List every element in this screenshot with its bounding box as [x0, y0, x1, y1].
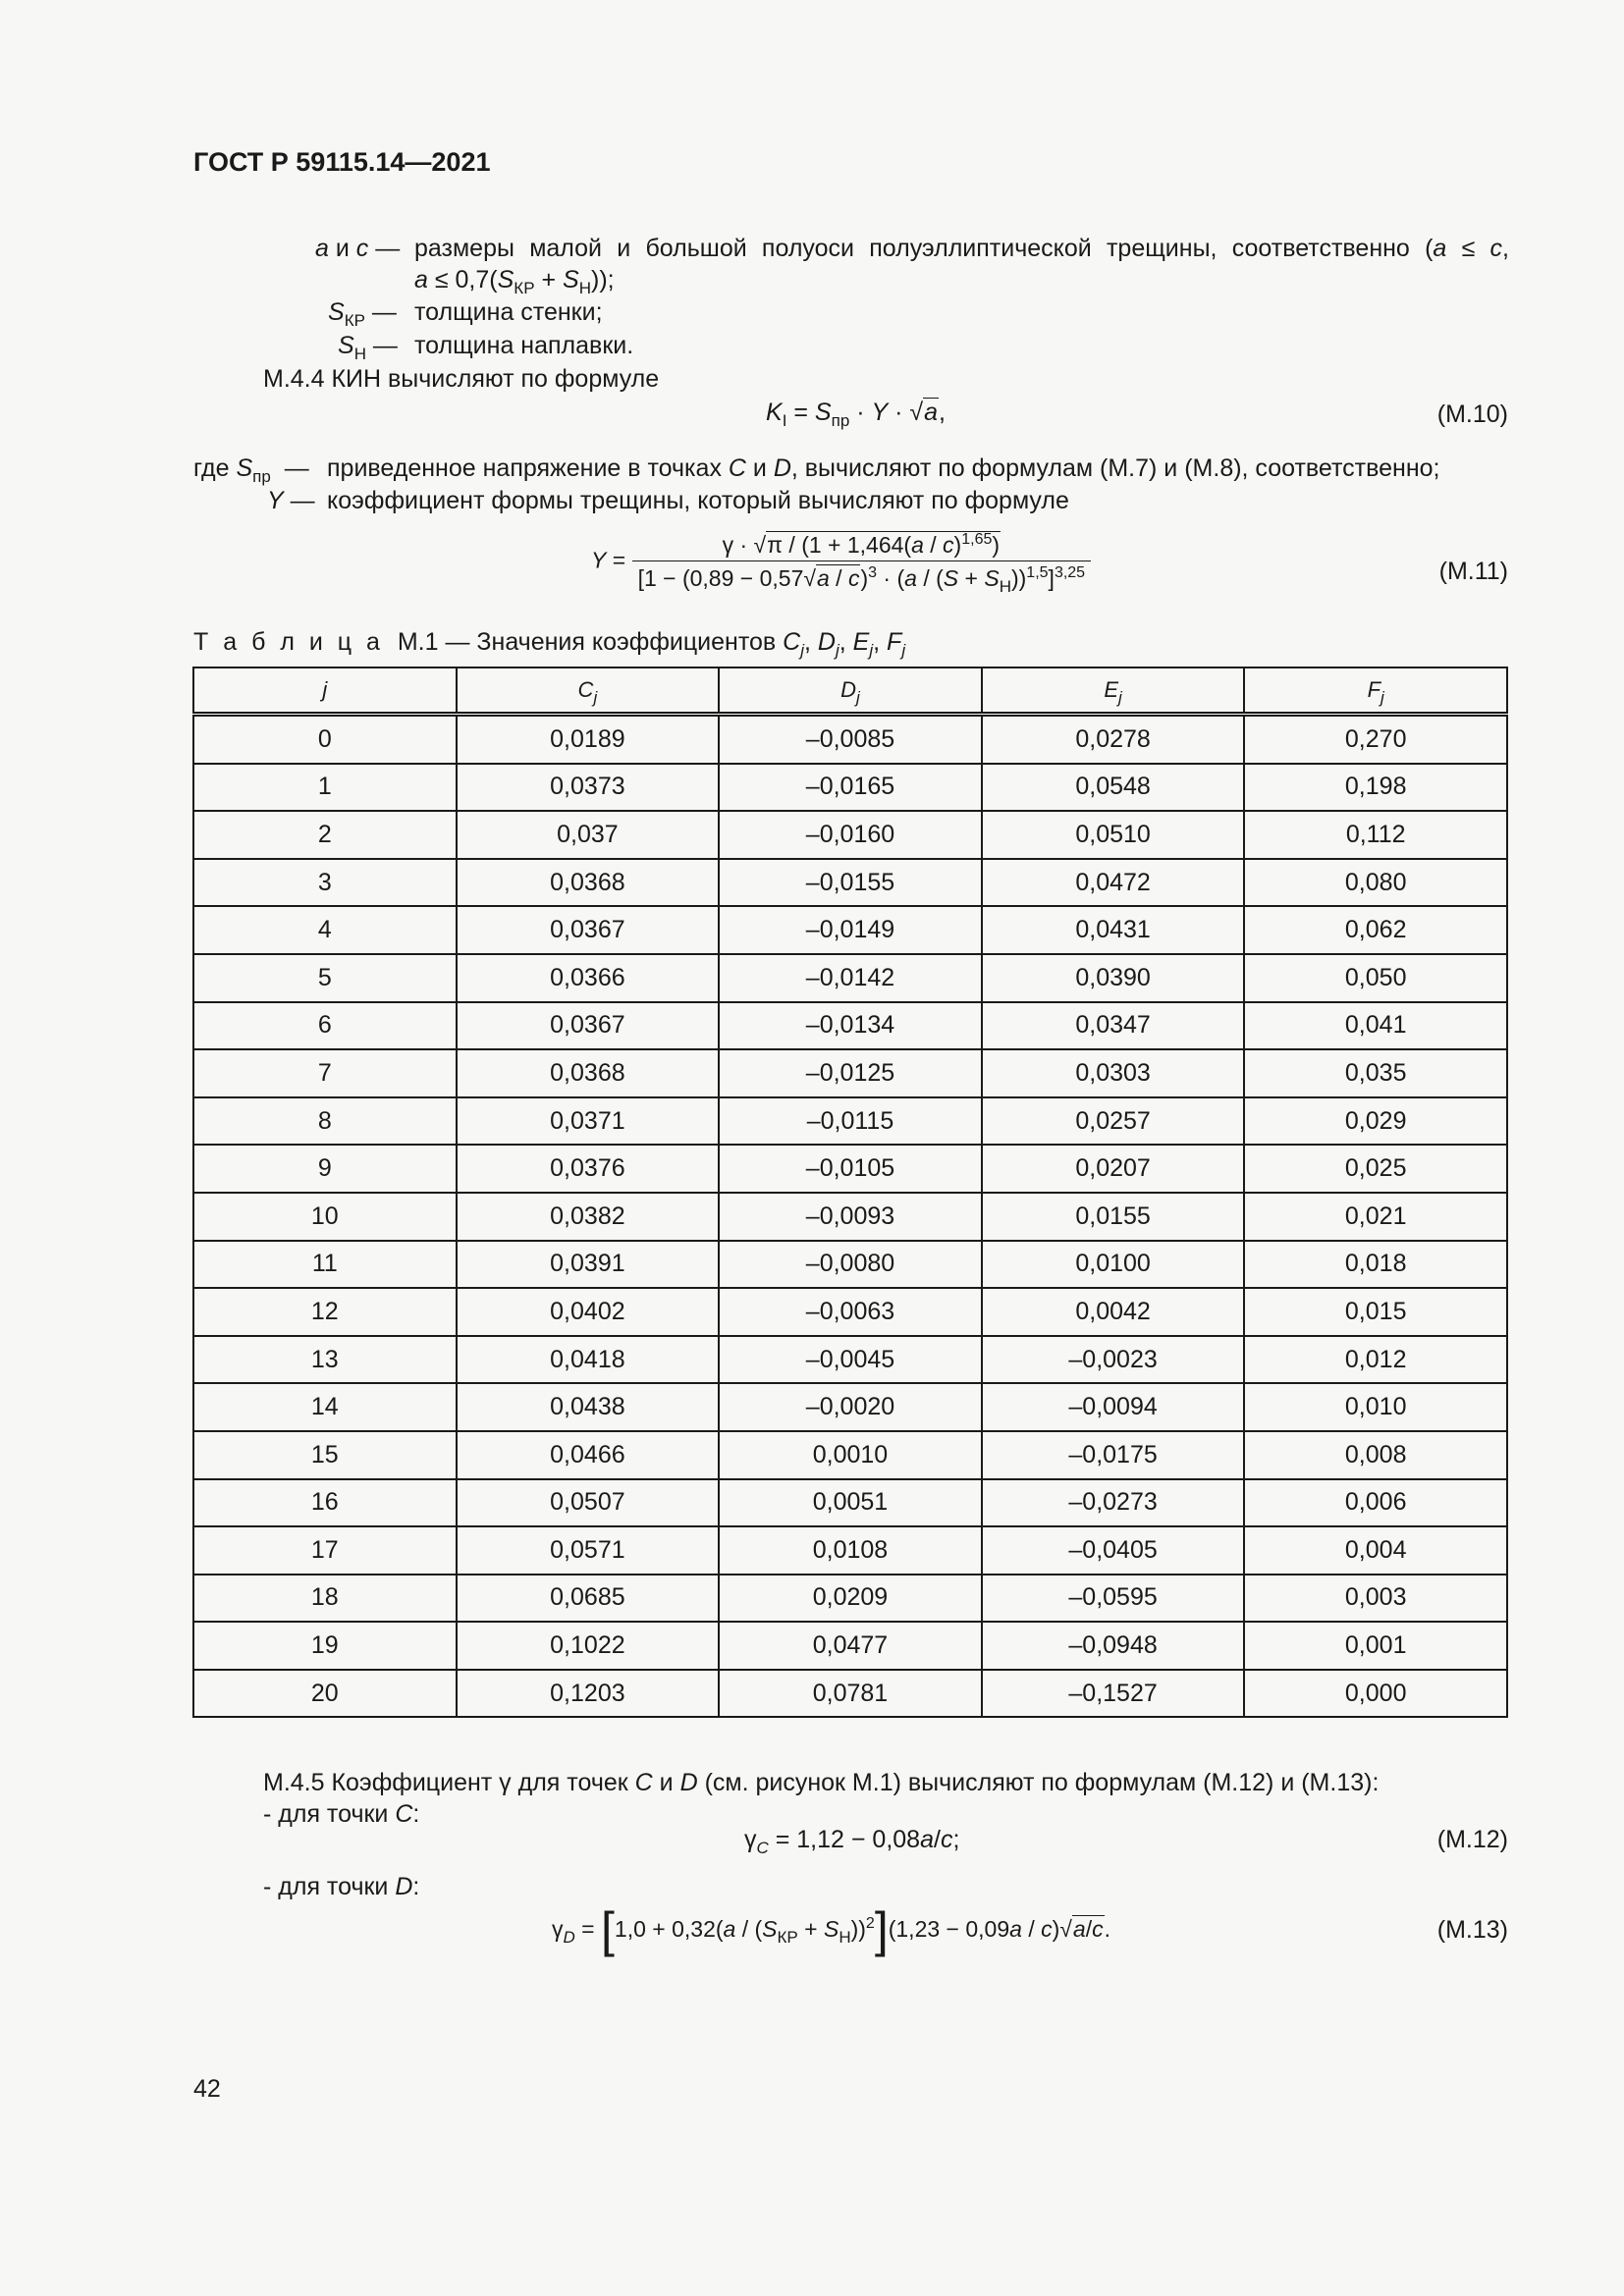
table-cell: 0,0418	[457, 1336, 720, 1384]
table-cell: 19	[193, 1622, 457, 1670]
table-cell: 0	[193, 715, 457, 764]
table-cell: 20	[193, 1670, 457, 1718]
table-cell: 0,0402	[457, 1288, 720, 1336]
def-ac-cont: $a \le 0,7(S_{КР} + S_Н)$);	[414, 266, 615, 297]
table-cell: 0,0368	[457, 859, 720, 907]
coefficients-table	[192, 667, 1508, 1718]
table-cell: 0,0376	[457, 1145, 720, 1193]
table-cell: –0,0125	[719, 1049, 982, 1097]
table-cell: 0,0100	[982, 1241, 1245, 1289]
formula-m13: $\gamma_D = [1,0 + 0,32(a / (S_{КР} + S_Н))^2](1,23 - 0,09a / c)√a/c$.	[552, 1902, 1110, 1957]
table-cell: 0,0371	[457, 1097, 720, 1146]
table-cell: 0,012	[1244, 1336, 1507, 1384]
table-cell: 0,006	[1244, 1479, 1507, 1527]
def-skp-text: толщина стенки;	[414, 298, 603, 326]
table-cell: –0,0175	[982, 1431, 1245, 1479]
eq-number-m13: (М.13)	[1436, 1916, 1508, 1944]
col-header-f: $F_j$	[1244, 667, 1507, 715]
table-row	[193, 1097, 1507, 1146]
col-header-d: $D_j$	[719, 667, 982, 715]
table-cell: 0,037	[457, 811, 720, 859]
table-cell: –0,0023	[982, 1336, 1245, 1384]
table-cell: 0,0257	[982, 1097, 1245, 1146]
table-row	[193, 1288, 1507, 1336]
table-row	[193, 715, 1507, 764]
table-cell: 0,0477	[719, 1622, 982, 1670]
formula-m11: Y = $\frac{\gamma \cdot √\pi / (1 + 1,464(a / c)^{1,65})}{[1 - (0,89 - 0,57√a / c)^3 \cdot (a / (S + S_Н))^{1,5}]^{3,25}}$	[591, 532, 1091, 592]
table-cell: 0,0390	[982, 954, 1245, 1002]
table-cell: –0,0273	[982, 1479, 1245, 1527]
table-cell: 0,000	[1244, 1670, 1507, 1718]
table-cell: 11	[193, 1241, 457, 1289]
table-cell: 0,0303	[982, 1049, 1245, 1097]
table-cell: 0,062	[1244, 906, 1507, 954]
table-cell: 0,198	[1244, 764, 1507, 812]
table-cell: 0,1203	[457, 1670, 720, 1718]
eq-number-m11: (М.11)	[1438, 558, 1508, 585]
table-row	[193, 1193, 1507, 1241]
table-cell: 0,001	[1244, 1622, 1507, 1670]
table-header-row	[193, 667, 1507, 715]
table-cell: 0,021	[1244, 1193, 1507, 1241]
table-cell: 0,008	[1244, 1431, 1507, 1479]
table-cell: 18	[193, 1575, 457, 1623]
table-cell: 16	[193, 1479, 457, 1527]
table-cell: –0,0134	[719, 1002, 982, 1050]
table-cell: –0,0948	[982, 1622, 1245, 1670]
col-header-j: j	[193, 667, 457, 715]
table-cell: 4	[193, 906, 457, 954]
table-cell: –0,0093	[719, 1193, 982, 1241]
table-cell: –0,0105	[719, 1145, 982, 1193]
table-row	[193, 1622, 1507, 1670]
page-number: 42	[193, 2075, 221, 2103]
table-cell: 0,0466	[457, 1431, 720, 1479]
table-row	[193, 1002, 1507, 1050]
table-cell: 0,0367	[457, 1002, 720, 1050]
table-row	[193, 906, 1507, 954]
table-cell: –0,0142	[719, 954, 982, 1002]
table-cell: 0,0108	[719, 1526, 982, 1575]
table-cell: –0,0063	[719, 1288, 982, 1336]
table-cell: 0,0685	[457, 1575, 720, 1623]
table-row	[193, 1526, 1507, 1575]
table-cell: 14	[193, 1383, 457, 1431]
table-cell: 0,015	[1244, 1288, 1507, 1336]
table-cell: 0,050	[1244, 954, 1507, 1002]
table-cell: 5	[193, 954, 457, 1002]
table-cell: 0,112	[1244, 811, 1507, 859]
table-cell: 2	[193, 811, 457, 859]
table-caption: Т а б л и ц а М.1 — Значения коэффициентов $C_j$, $D_j$, $E_j$, $F_j$	[193, 628, 906, 660]
table-row	[193, 1431, 1507, 1479]
formula-m12: $\gamma_C = 1,12 - 0,08a/c$;	[744, 1826, 960, 1857]
table-cell: –0,1527	[982, 1670, 1245, 1718]
table-cell: 17	[193, 1526, 457, 1575]
table-cell: –0,0085	[719, 715, 982, 764]
table-cell: –0,0045	[719, 1336, 982, 1384]
def-ac-term: a и c —	[315, 235, 401, 262]
table-cell: –0,0020	[719, 1383, 982, 1431]
table-cell: 13	[193, 1336, 457, 1384]
table-cell: 0,0042	[982, 1288, 1245, 1336]
table-cell: 0,0391	[457, 1241, 720, 1289]
def-y-term: Y —	[267, 487, 315, 514]
table-cell: 0,0382	[457, 1193, 720, 1241]
point-d-label: - для точки D:	[263, 1873, 420, 1900]
table-cell: 9	[193, 1145, 457, 1193]
table-cell: 0,0368	[457, 1049, 720, 1097]
table-cell: 0,003	[1244, 1575, 1507, 1623]
formula-m10: $K_I = S_{пр} \cdot Y \cdot √a$,	[766, 399, 946, 430]
table-cell: –0,0595	[982, 1575, 1245, 1623]
eq-number-m12: (М.12)	[1436, 1826, 1508, 1853]
table-cell: –0,0165	[719, 764, 982, 812]
table-cell: 0,0367	[457, 906, 720, 954]
table-row	[193, 859, 1507, 907]
table-cell: 0,0209	[719, 1575, 982, 1623]
table-cell: 0,080	[1244, 859, 1507, 907]
table-cell: 0,0278	[982, 715, 1245, 764]
table-cell: 0,0507	[457, 1479, 720, 1527]
table-cell: 0,0373	[457, 764, 720, 812]
table-cell: –0,0160	[719, 811, 982, 859]
table-row	[193, 1383, 1507, 1431]
m45-intro: М.4.5 Коэффициент γ для точек C и D (см. рисунок М.1) вычисляют по формулам (М.12) и (М.13):	[263, 1769, 1380, 1796]
def-spr-term: где $S_{пр}$ —	[193, 454, 309, 486]
table-row	[193, 1670, 1507, 1718]
table-row	[193, 1049, 1507, 1097]
table-cell: 0,0366	[457, 954, 720, 1002]
def-sh-term: $S_Н$ —	[338, 332, 398, 363]
table-cell: 0,0207	[982, 1145, 1245, 1193]
table-cell: 0,0781	[719, 1670, 982, 1718]
table-cell: 0,0347	[982, 1002, 1245, 1050]
table-row	[193, 1575, 1507, 1623]
table-cell: 0,010	[1244, 1383, 1507, 1431]
def-skp-term: $S_{КР}$ —	[328, 298, 397, 330]
table-row	[193, 811, 1507, 859]
table-cell: 0,0010	[719, 1431, 982, 1479]
table-cell: 0,1022	[457, 1622, 720, 1670]
col-header-e: $E_j$	[982, 667, 1245, 715]
table-cell: 0,0431	[982, 906, 1245, 954]
table-cell: –0,0094	[982, 1383, 1245, 1431]
table-cell: 15	[193, 1431, 457, 1479]
table-cell: 0,004	[1244, 1526, 1507, 1575]
table-cell: 0,029	[1244, 1097, 1507, 1146]
eq-number-m10: (М.10)	[1436, 400, 1508, 428]
table-row	[193, 1145, 1507, 1193]
table-cell: 0,0189	[457, 715, 720, 764]
table-cell: 10	[193, 1193, 457, 1241]
def-sh-text: толщина наплавки.	[414, 332, 634, 359]
table-cell: 6	[193, 1002, 457, 1050]
table-cell: 0,0510	[982, 811, 1245, 859]
table-cell: –0,0405	[982, 1526, 1245, 1575]
m44-intro: М.4.4 КИН вычисляют по формуле	[263, 365, 660, 393]
document-header: ГОСТ Р 59115.14—2021	[193, 147, 491, 177]
table-row	[193, 954, 1507, 1002]
def-spr-text: приведенное напряжение в точках C и D, вычисляют по формулам (М.7) и (М.8), соответственно;	[327, 454, 1440, 482]
table-cell: 0,0571	[457, 1526, 720, 1575]
table-cell: 0,0051	[719, 1479, 982, 1527]
def-ac-text: размеры малой и большой полуоси полуэллиптической трещины, соответственно (a ≤ c,	[414, 235, 1509, 262]
table-cell: –0,0115	[719, 1097, 982, 1146]
table-cell: –0,0080	[719, 1241, 982, 1289]
table-cell: 8	[193, 1097, 457, 1146]
table-cell: 0,041	[1244, 1002, 1507, 1050]
table-cell: 0,0155	[982, 1193, 1245, 1241]
table-cell: –0,0155	[719, 859, 982, 907]
table-row	[193, 1336, 1507, 1384]
table-cell: 7	[193, 1049, 457, 1097]
table-cell: 0,270	[1244, 715, 1507, 764]
table-cell: 3	[193, 859, 457, 907]
table-row	[193, 1241, 1507, 1289]
table-cell: 0,0472	[982, 859, 1245, 907]
col-header-c: $C_j$	[457, 667, 720, 715]
table-cell: 12	[193, 1288, 457, 1336]
table-cell: 0,035	[1244, 1049, 1507, 1097]
table-cell: –0,0149	[719, 906, 982, 954]
table-cell: 0,018	[1244, 1241, 1507, 1289]
table-cell: 0,0548	[982, 764, 1245, 812]
table-cell: 0,0438	[457, 1383, 720, 1431]
table-row	[193, 764, 1507, 812]
table-row	[193, 1479, 1507, 1527]
table-cell: 1	[193, 764, 457, 812]
point-c-label: - для точки C:	[263, 1800, 420, 1828]
def-y-text: коэффициент формы трещины, который вычисляют по формуле	[327, 487, 1069, 514]
table-cell: 0,025	[1244, 1145, 1507, 1193]
